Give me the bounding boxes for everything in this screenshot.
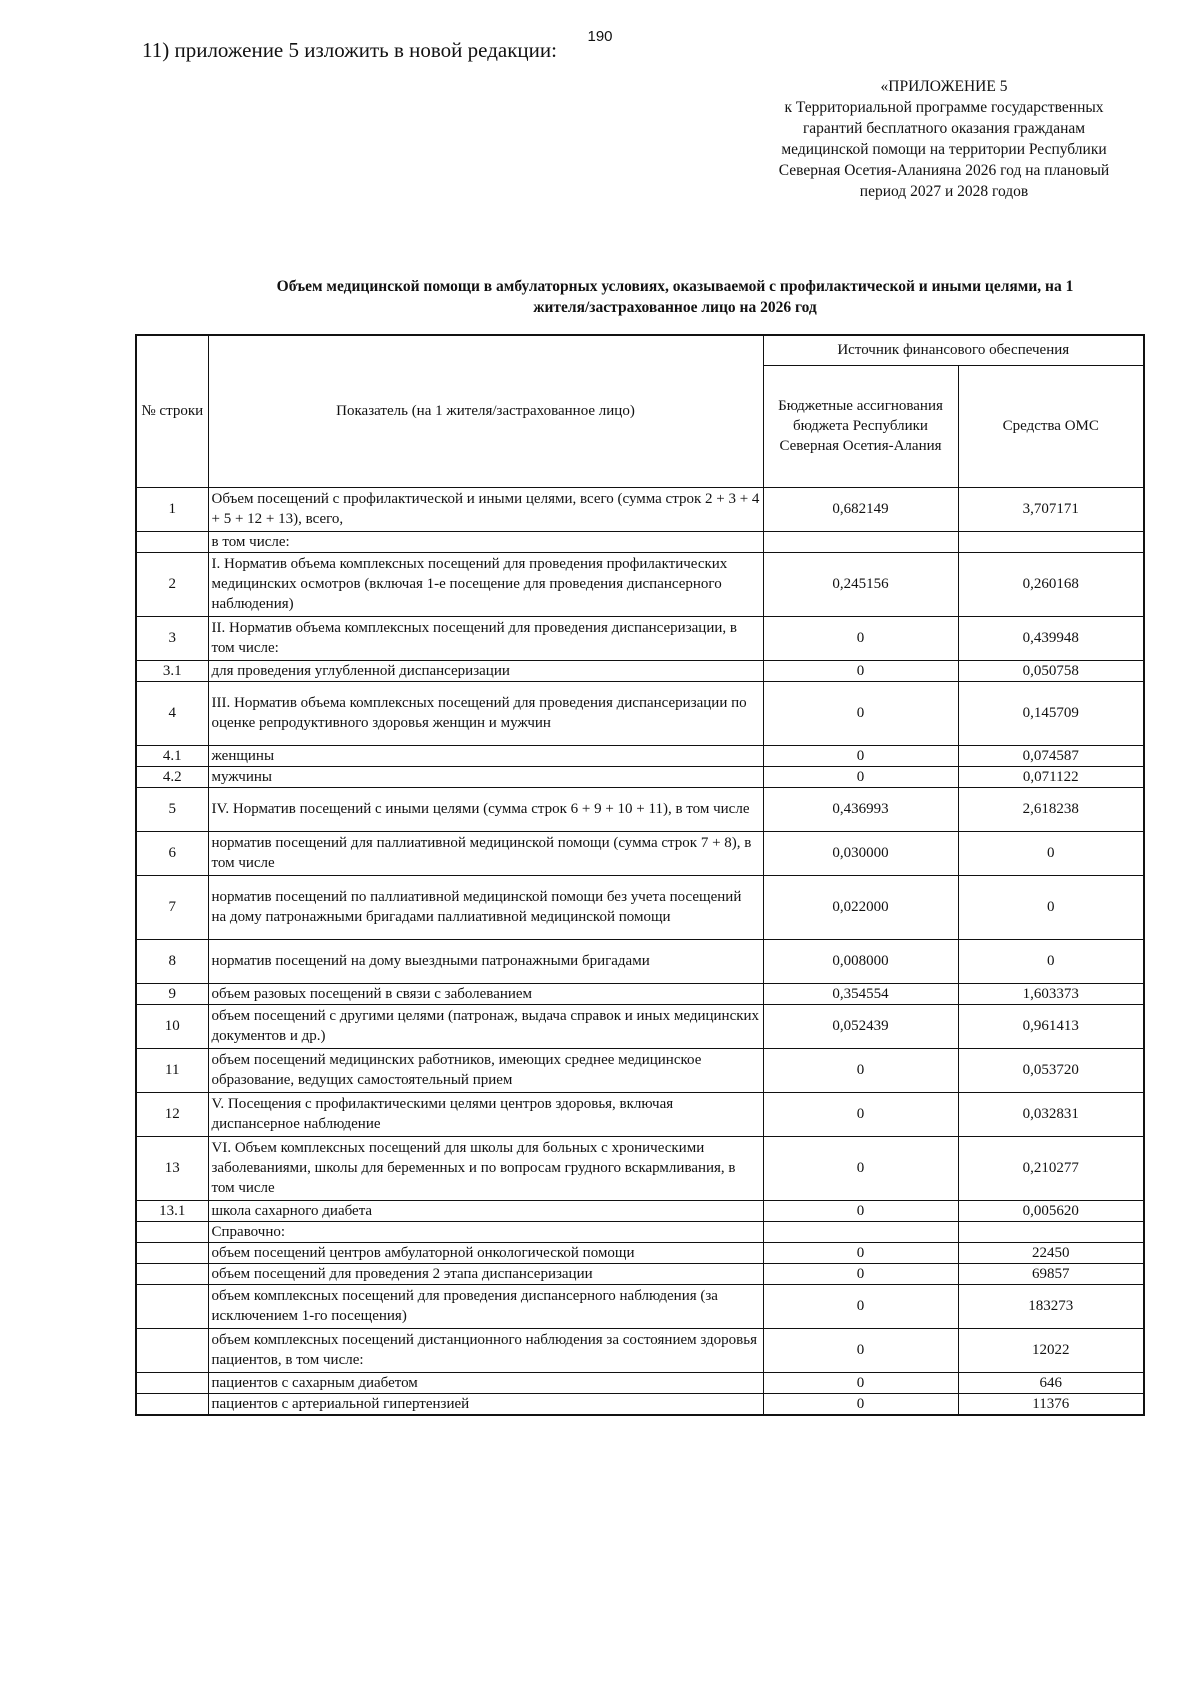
indicator-cell: VI. Объем комплексных посещений для школы для больных с хроническими заболеваниями, школы для беременных и по вопросам грудного вскармливания, в том числе bbox=[208, 1136, 763, 1200]
appendix-line: гарантий бесплатного оказания гражданам bbox=[802, 120, 1086, 137]
oms-value-cell: 0,145709 bbox=[958, 681, 1144, 745]
budget-value-cell: 0 bbox=[763, 1092, 958, 1136]
intro-text: 11) приложение 5 изложить в новой редакции: bbox=[142, 38, 557, 62]
page-number: 190 bbox=[587, 28, 613, 45]
table-title-line: Объем медицинской помощи в амбулаторных условиях, оказываемой с профилактической и иными целями, на 1 bbox=[276, 278, 1074, 295]
table-row bbox=[136, 983, 1144, 1004]
row-number-cell: 4.2 bbox=[136, 766, 208, 787]
oms-value-cell bbox=[958, 1221, 1144, 1242]
row-number-cell: 6 bbox=[136, 831, 208, 875]
table-row bbox=[136, 787, 1144, 831]
indicator-cell: объем посещений для проведения 2 этапа диспансеризации bbox=[208, 1263, 763, 1284]
budget-value-cell: 0 bbox=[763, 660, 958, 681]
budget-value-cell: 0 bbox=[763, 1048, 958, 1092]
table-body bbox=[136, 487, 1144, 1415]
oms-value-cell: 3,707171 bbox=[958, 487, 1144, 531]
appendix-line: период 2027 и 2028 годов bbox=[859, 183, 1029, 200]
row-number-cell bbox=[136, 1242, 208, 1263]
budget-value-cell: 0 bbox=[763, 1136, 958, 1200]
table-title-line: жителя/застрахованное лицо на 2026 год bbox=[533, 299, 817, 316]
oms-value-cell: 0,032831 bbox=[958, 1092, 1144, 1136]
header-indicator: Показатель (на 1 жителя/застрахованное лицо) bbox=[208, 335, 763, 487]
indicator-cell: объем посещений медицинских работников, имеющих среднее медицинское образование, ведущих самостоятельный прием bbox=[208, 1048, 763, 1092]
indicator-cell: объем разовых посещений в связи с заболеванием bbox=[208, 983, 763, 1004]
row-number-cell: 13 bbox=[136, 1136, 208, 1200]
volume-table bbox=[135, 334, 1145, 1416]
table-row bbox=[136, 766, 1144, 787]
row-number-cell: 8 bbox=[136, 939, 208, 983]
indicator-cell: II. Норматив объема комплексных посещений для проведения диспансеризации, в том числе: bbox=[208, 616, 763, 660]
indicator-cell: V. Посещения с профилактическими целями центров здоровья, включая диспансерное наблюдение bbox=[208, 1092, 763, 1136]
row-number-cell bbox=[136, 531, 208, 552]
appendix-line: «ПРИЛОЖЕНИЕ 5 bbox=[880, 78, 1008, 95]
budget-value-cell: 0,022000 bbox=[763, 875, 958, 939]
row-number-cell: 3 bbox=[136, 616, 208, 660]
budget-value-cell: 0,354554 bbox=[763, 983, 958, 1004]
indicator-cell: Справочно: bbox=[208, 1221, 763, 1242]
indicator-cell: I. Норматив объема комплексных посещений для проведения профилактических медицинских осмотров (включая 1-е посещение для проведения диспансерного наблюдения) bbox=[208, 552, 763, 616]
budget-value-cell: 0,008000 bbox=[763, 939, 958, 983]
table-row bbox=[136, 1393, 1144, 1415]
table-row bbox=[136, 1136, 1144, 1200]
row-number-cell bbox=[136, 1372, 208, 1393]
table-row bbox=[136, 552, 1144, 616]
table-row bbox=[136, 831, 1144, 875]
table-row bbox=[136, 531, 1144, 552]
row-number-cell bbox=[136, 1221, 208, 1242]
indicator-cell: пациентов с сахарным диабетом bbox=[208, 1372, 763, 1393]
budget-value-cell bbox=[763, 531, 958, 552]
indicator-cell: школа сахарного диабета bbox=[208, 1200, 763, 1221]
row-number-cell: 2 bbox=[136, 552, 208, 616]
row-number-cell: 4.1 bbox=[136, 745, 208, 766]
indicator-cell: норматив посещений по паллиативной медицинской помощи без учета посещений на дому патронажными бригадами паллиативной медицинской помощи bbox=[208, 875, 763, 939]
header-funding-source: Источник финансового обеспечения bbox=[763, 335, 1144, 365]
row-number-cell: 11 bbox=[136, 1048, 208, 1092]
budget-value-cell: 0 bbox=[763, 616, 958, 660]
indicator-cell: III. Норматив объема комплексных посещений для проведения диспансеризации по оценке репродуктивного здоровья женщин и мужчин bbox=[208, 681, 763, 745]
oms-value-cell: 0,439948 bbox=[958, 616, 1144, 660]
row-number-cell: 10 bbox=[136, 1004, 208, 1048]
oms-value-cell: 0,210277 bbox=[958, 1136, 1144, 1200]
table-row bbox=[136, 745, 1144, 766]
table-row bbox=[136, 875, 1144, 939]
oms-value-cell: 646 bbox=[958, 1372, 1144, 1393]
table-row bbox=[136, 1004, 1144, 1048]
header-row-number: № строки bbox=[136, 335, 208, 487]
indicator-cell: норматив посещений на дому выездными патронажными бригадами bbox=[208, 939, 763, 983]
row-number-cell: 3.1 bbox=[136, 660, 208, 681]
oms-value-cell: 11376 bbox=[958, 1393, 1144, 1415]
table-row bbox=[136, 616, 1144, 660]
oms-value-cell: 22450 bbox=[958, 1242, 1144, 1263]
oms-value-cell: 12022 bbox=[958, 1328, 1144, 1372]
indicator-cell: мужчины bbox=[208, 766, 763, 787]
indicator-cell: объем посещений с другими целями (патронаж, выдача справок и иных медицинских документов и др.) bbox=[208, 1004, 763, 1048]
row-number-cell: 4 bbox=[136, 681, 208, 745]
budget-value-cell: 0 bbox=[763, 1372, 958, 1393]
oms-value-cell: 0,961413 bbox=[958, 1004, 1144, 1048]
oms-value-cell bbox=[958, 531, 1144, 552]
table-row bbox=[136, 939, 1144, 983]
row-number-cell bbox=[136, 1328, 208, 1372]
oms-value-cell: 0 bbox=[958, 939, 1144, 983]
table-row bbox=[136, 1284, 1144, 1328]
oms-value-cell: 183273 bbox=[958, 1284, 1144, 1328]
oms-value-cell: 0,071122 bbox=[958, 766, 1144, 787]
budget-value-cell: 0,052439 bbox=[763, 1004, 958, 1048]
budget-value-cell: 0,682149 bbox=[763, 487, 958, 531]
oms-value-cell: 0,005620 bbox=[958, 1200, 1144, 1221]
row-number-cell: 7 bbox=[136, 875, 208, 939]
table-row bbox=[136, 1263, 1144, 1284]
oms-value-cell: 0 bbox=[958, 875, 1144, 939]
oms-value-cell: 0,053720 bbox=[958, 1048, 1144, 1092]
row-number-cell: 1 bbox=[136, 487, 208, 531]
appendix-line: к Территориальной программе государственных bbox=[784, 99, 1104, 116]
table-row bbox=[136, 1221, 1144, 1242]
budget-value-cell: 0 bbox=[763, 745, 958, 766]
budget-value-cell: 0,245156 bbox=[763, 552, 958, 616]
indicator-cell: пациентов с артериальной гипертензией bbox=[208, 1393, 763, 1415]
oms-value-cell: 2,618238 bbox=[958, 787, 1144, 831]
indicator-cell: объем посещений центров амбулаторной онкологической помощи bbox=[208, 1242, 763, 1263]
budget-value-cell: 0 bbox=[763, 1284, 958, 1328]
indicator-cell: объем комплексных посещений для проведения диспансерного наблюдения (за исключением 1-го посещения) bbox=[208, 1284, 763, 1328]
budget-value-cell: 0 bbox=[763, 1263, 958, 1284]
table-row bbox=[136, 1048, 1144, 1092]
indicator-cell: норматив посещений для паллиативной медицинской помощи (сумма строк 7 + 8), в том числе bbox=[208, 831, 763, 875]
oms-value-cell: 1,603373 bbox=[958, 983, 1144, 1004]
oms-value-cell: 0 bbox=[958, 831, 1144, 875]
header-budget: Бюджетные ассигнования бюджета Республики Северная Осетия-Алания bbox=[763, 365, 958, 487]
row-number-cell: 12 bbox=[136, 1092, 208, 1136]
row-number-cell: 5 bbox=[136, 787, 208, 831]
indicator-cell: в том числе: bbox=[208, 531, 763, 552]
budget-value-cell: 0,436993 bbox=[763, 787, 958, 831]
row-number-cell: 9 bbox=[136, 983, 208, 1004]
row-number-cell bbox=[136, 1284, 208, 1328]
table-row bbox=[136, 487, 1144, 531]
table-row bbox=[136, 1328, 1144, 1372]
appendix-line: Северная Осетия-Аланияна 2026 год на плановый bbox=[778, 162, 1110, 179]
budget-value-cell: 0 bbox=[763, 766, 958, 787]
table-title bbox=[230, 276, 1120, 318]
budget-value-cell: 0 bbox=[763, 681, 958, 745]
indicator-cell: IV. Норматив посещений с иными целями (сумма строк 6 + 9 + 10 + 11), в том числе bbox=[208, 787, 763, 831]
appendix-header bbox=[760, 76, 1128, 202]
table-row bbox=[136, 681, 1144, 745]
table-row bbox=[136, 1372, 1144, 1393]
oms-value-cell: 69857 bbox=[958, 1263, 1144, 1284]
table-row bbox=[136, 1200, 1144, 1221]
budget-value-cell: 0 bbox=[763, 1242, 958, 1263]
table-row bbox=[136, 1242, 1144, 1263]
table-row bbox=[136, 660, 1144, 681]
appendix-line: медицинской помощи на территории Республики bbox=[781, 141, 1107, 158]
budget-value-cell: 0 bbox=[763, 1200, 958, 1221]
budget-value-cell: 0 bbox=[763, 1328, 958, 1372]
header-oms: Средства ОМС bbox=[958, 365, 1144, 487]
oms-value-cell: 0,260168 bbox=[958, 552, 1144, 616]
indicator-cell: для проведения углубленной диспансеризации bbox=[208, 660, 763, 681]
budget-value-cell bbox=[763, 1221, 958, 1242]
budget-value-cell: 0,030000 bbox=[763, 831, 958, 875]
table-row bbox=[136, 1092, 1144, 1136]
row-number-cell: 13.1 bbox=[136, 1200, 208, 1221]
budget-value-cell: 0 bbox=[763, 1393, 958, 1415]
row-number-cell bbox=[136, 1263, 208, 1284]
indicator-cell: женщины bbox=[208, 745, 763, 766]
indicator-cell: Объем посещений с профилактической и иными целями, всего (сумма строк 2 + 3 + 4 + 5 + 12 + 13), всего, bbox=[208, 487, 763, 531]
oms-value-cell: 0,074587 bbox=[958, 745, 1144, 766]
row-number-cell bbox=[136, 1393, 208, 1415]
indicator-cell: объем комплексных посещений дистанционного наблюдения за состоянием здоровья пациентов, в том числе: bbox=[208, 1328, 763, 1372]
oms-value-cell: 0,050758 bbox=[958, 660, 1144, 681]
